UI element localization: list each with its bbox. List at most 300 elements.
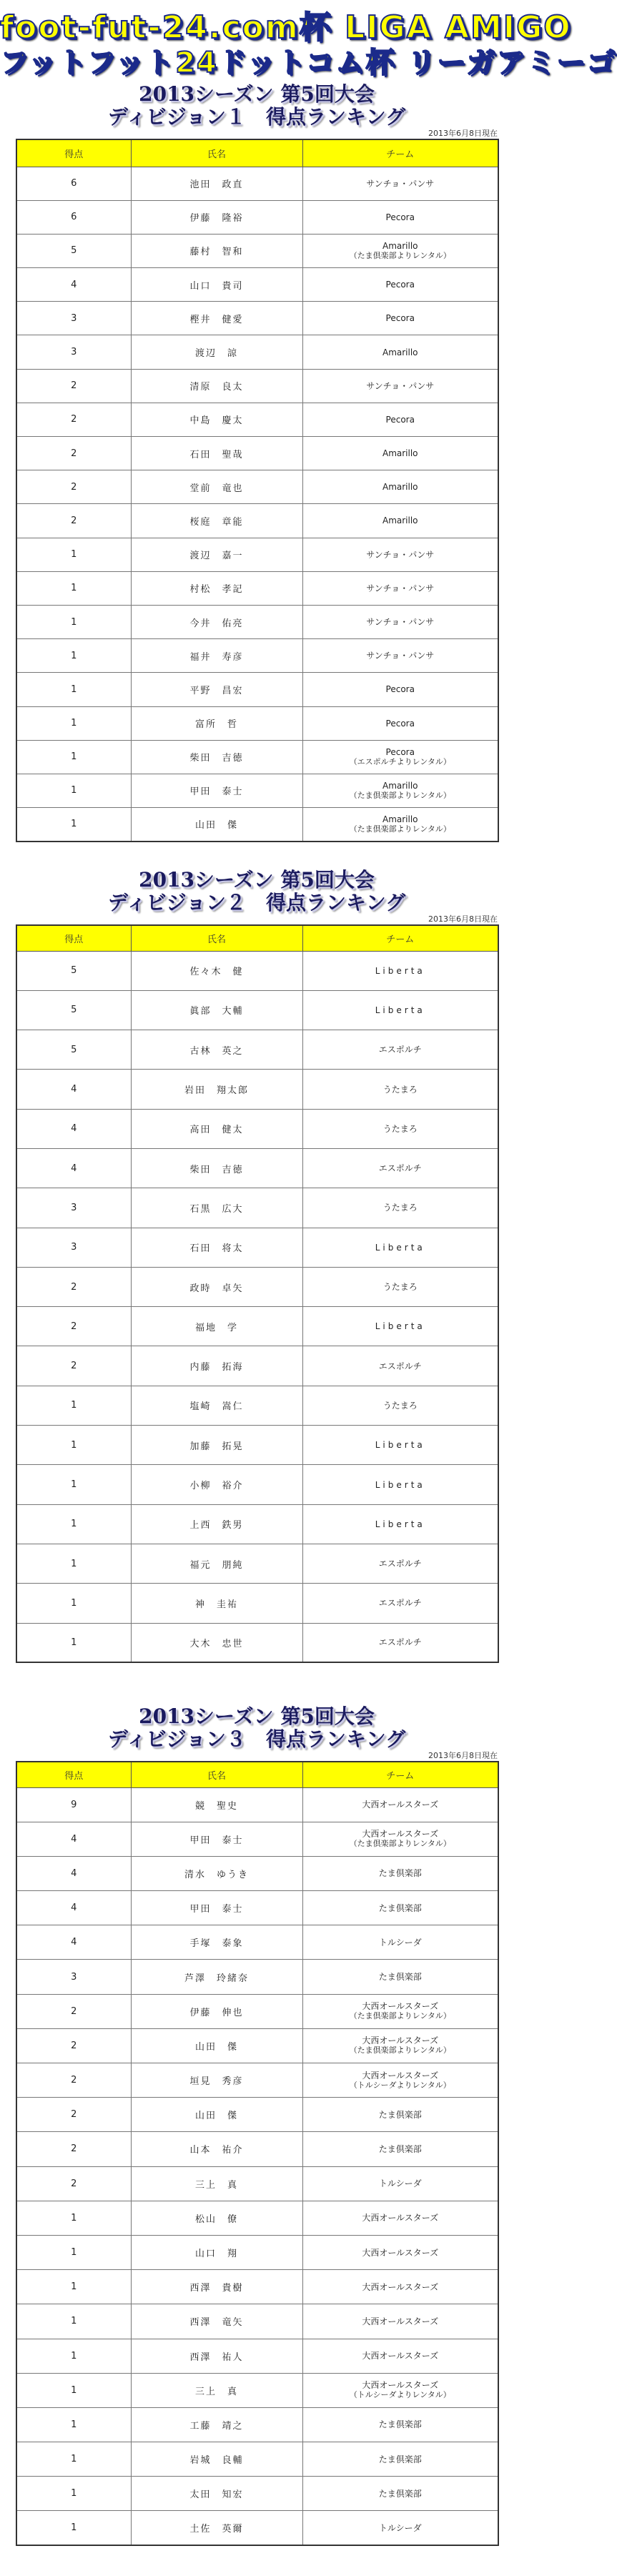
goals-cell: 1	[16, 605, 131, 638]
team-name: うたまろ	[382, 1084, 418, 1095]
table-row	[16, 951, 498, 990]
team-name: Amarillo	[382, 448, 418, 459]
goals-cell: 1	[16, 1623, 131, 1662]
goals-cell: 2	[16, 504, 131, 538]
team-name: サンチョ・パンサ	[366, 178, 435, 189]
team-loan-note: （たま倶楽部よりレンタル）	[349, 2045, 451, 2056]
team-cell	[302, 2373, 498, 2407]
team-name: Pecora	[385, 212, 415, 222]
table-row	[16, 990, 498, 1030]
team-name: エスポルチ	[378, 1361, 422, 1371]
team-loan-note: （トルシーダよりレンタル）	[349, 2080, 451, 2090]
table-row	[16, 1856, 498, 1890]
player-name-cell: 石田 将太	[131, 1228, 302, 1267]
player-name-cell: 内藤 拓海	[131, 1346, 302, 1386]
team-cell	[302, 2028, 498, 2063]
player-name-cell: 桜庭 章能	[131, 504, 302, 538]
division-title-line2: ディビジョン２ 得点ランキング	[107, 891, 406, 914]
team-cell	[302, 1109, 498, 1148]
team-cell	[302, 990, 498, 1030]
goals-cell: 3	[16, 302, 131, 335]
player-name-cell: 三上 真	[131, 2373, 302, 2407]
table-header-row	[16, 1762, 498, 1787]
team-cell	[302, 1584, 498, 1623]
team-name: Pecora	[385, 414, 415, 425]
table-row	[16, 2063, 498, 2098]
table-row	[16, 1544, 498, 1583]
table-row	[16, 2132, 498, 2166]
goals-cell: 4	[16, 268, 131, 302]
team-name: 大西オールスターズ	[362, 1829, 439, 1840]
table-row	[16, 268, 498, 302]
goals-cell: 4	[16, 1822, 131, 1856]
team-cell	[302, 1030, 498, 1070]
goals-cell: 1	[16, 2477, 131, 2511]
table-row	[16, 2028, 498, 2063]
table-header-row	[16, 925, 498, 951]
player-name-cell: 西澤 貴樹	[131, 2270, 302, 2304]
header-name: 氏名	[131, 139, 302, 167]
team-cell	[302, 808, 498, 842]
team-cell	[302, 1504, 498, 1544]
team-name: Pecora	[385, 746, 415, 757]
player-name-cell: 石黒 広大	[131, 1188, 302, 1228]
goals-cell: 1	[16, 808, 131, 842]
team-cell	[302, 740, 498, 774]
goals-cell: 2	[16, 470, 131, 504]
player-name-cell: 福井 寿彦	[131, 639, 302, 673]
team-name: エスポルチ	[378, 1637, 422, 1648]
team-cell	[302, 167, 498, 200]
team-cell	[302, 268, 498, 302]
team-cell	[302, 2511, 498, 2545]
player-name-cell: 岩田 翔太郎	[131, 1070, 302, 1109]
goals-cell: 1	[16, 2201, 131, 2235]
table-row	[16, 335, 498, 369]
player-name-cell: 佐々木 健	[131, 951, 302, 990]
team-name: Pecora	[385, 313, 415, 324]
team-name: 大西オールスターズ	[362, 2001, 439, 2012]
division-3-section	[16, 1705, 498, 2546]
team-name: うたまろ	[382, 1123, 418, 1134]
team-cell	[302, 951, 498, 990]
table-row	[16, 470, 498, 504]
player-name-cell: 伊藤 伸也	[131, 1994, 302, 2028]
goals-cell: 3	[16, 1960, 131, 1994]
goals-cell: 1	[16, 2442, 131, 2477]
player-name-cell: 藤村 智和	[131, 234, 302, 267]
team-name: Liberta	[375, 1321, 425, 1332]
player-name-cell: 眞部 大輔	[131, 990, 302, 1030]
table-row	[16, 1822, 498, 1856]
table-row	[16, 1148, 498, 1188]
goals-cell: 2	[16, 1307, 131, 1346]
team-name: うたまろ	[382, 1203, 418, 1213]
goals-cell: 3	[16, 335, 131, 369]
table-row	[16, 1623, 498, 1662]
goals-cell: 3	[16, 1228, 131, 1267]
player-name-cell: 政時 卓矢	[131, 1267, 302, 1306]
team-name: 大西オールスターズ	[362, 2247, 439, 2258]
table-row	[16, 1584, 498, 1623]
team-name: 大西オールスターズ	[362, 2380, 439, 2391]
team-cell	[302, 437, 498, 470]
team-name: 大西オールスターズ	[362, 2281, 439, 2292]
goals-cell: 2	[16, 2063, 131, 2098]
table-row	[16, 1994, 498, 2028]
team-cell	[302, 1994, 498, 2028]
team-cell	[302, 2132, 498, 2166]
table-row	[16, 1307, 498, 1346]
team-loan-note: （たま倶楽部よりレンタル）	[349, 790, 451, 800]
goals-cell: 5	[16, 234, 131, 267]
table-row	[16, 706, 498, 740]
banner-title-line1: foot-fut-24.com杯 LIGA AMIGO	[0, 9, 572, 46]
player-name-cell: 山田 傑	[131, 2098, 302, 2132]
table-row	[16, 1960, 498, 1994]
team-name: たま倶楽部	[378, 1972, 422, 1983]
team-name: たま倶楽部	[378, 2109, 422, 2120]
table-row	[16, 1504, 498, 1544]
player-name-cell: 福元 朋純	[131, 1544, 302, 1583]
team-name: 大西オールスターズ	[362, 2316, 439, 2326]
team-cell	[302, 1787, 498, 1822]
team-name: Liberta	[375, 1440, 425, 1451]
as-of-date: 2013年6月8日現在	[428, 914, 498, 924]
team-loan-note: （たま倶楽部よりレンタル）	[349, 2011, 451, 2021]
team-name: Amarillo	[382, 482, 418, 493]
table-row	[16, 571, 498, 605]
team-name: サンチョ・パンサ	[366, 617, 435, 628]
player-name-cell: 平野 昌宏	[131, 673, 302, 706]
team-cell	[302, 2098, 498, 2132]
player-name-cell: 山田 傑	[131, 2028, 302, 2063]
team-cell	[302, 1346, 498, 1386]
goals-cell: 2	[16, 2132, 131, 2166]
goals-cell: 3	[16, 1188, 131, 1228]
table-row	[16, 1386, 498, 1425]
team-name: トルシーダ	[378, 2178, 422, 2189]
team-cell	[302, 639, 498, 673]
goals-cell: 5	[16, 951, 131, 990]
team-name: Amarillo	[382, 347, 418, 357]
player-name-cell: 中島 慶太	[131, 403, 302, 436]
player-name-cell: 芦澤 玲緒奈	[131, 1960, 302, 1994]
player-name-cell: 高田 健太	[131, 1109, 302, 1148]
header-goals: 得点	[16, 925, 131, 951]
team-name: サンチョ・パンサ	[366, 380, 435, 391]
team-cell	[302, 403, 498, 436]
goals-cell: 2	[16, 2166, 131, 2201]
division-title	[16, 1705, 498, 1751]
table-row	[16, 1030, 498, 1070]
table-row	[16, 2098, 498, 2132]
team-cell	[302, 302, 498, 335]
ranking-table	[16, 139, 499, 842]
table-row	[16, 808, 498, 842]
team-loan-note: （たま倶楽部よりレンタル）	[349, 824, 451, 834]
goals-cell: 2	[16, 403, 131, 436]
division-title-line2: ディビジョン３ 得点ランキング	[107, 1727, 406, 1751]
player-name-cell: 清水 ゆうき	[131, 1856, 302, 1890]
goals-cell: 1	[16, 673, 131, 706]
goals-cell: 1	[16, 1465, 131, 1504]
goals-cell: 1	[16, 774, 131, 807]
player-name-cell: 柴田 吉徳	[131, 740, 302, 774]
team-cell	[302, 706, 498, 740]
header-team: チーム	[302, 925, 498, 951]
team-name: Liberta	[375, 1479, 425, 1490]
table-row	[16, 2442, 498, 2477]
goals-cell: 1	[16, 740, 131, 774]
player-name-cell: 山口 翔	[131, 2235, 302, 2269]
team-name: Amarillo	[382, 814, 418, 824]
as-of-date: 2013年6月8日現在	[428, 129, 498, 138]
header-goals: 得点	[16, 139, 131, 167]
team-cell	[302, 571, 498, 605]
team-name: サンチョ・パンサ	[366, 651, 435, 661]
player-name-cell: 太田 知宏	[131, 2477, 302, 2511]
player-name-cell: 堂前 竜也	[131, 470, 302, 504]
table-row	[16, 504, 498, 538]
division-1-section	[16, 83, 498, 842]
goals-cell: 2	[16, 2028, 131, 2063]
player-name-cell: 競 聖史	[131, 1787, 302, 1822]
goals-cell: 1	[16, 1504, 131, 1544]
goals-cell: 2	[16, 369, 131, 403]
team-name: 大西オールスターズ	[362, 1800, 439, 1810]
goals-cell: 2	[16, 1346, 131, 1386]
goals-cell: 4	[16, 1109, 131, 1148]
table-row	[16, 234, 498, 267]
table-row	[16, 1426, 498, 1465]
table-row	[16, 1228, 498, 1267]
team-name: Liberta	[375, 1005, 425, 1015]
player-name-cell: 加藤 拓晃	[131, 1426, 302, 1465]
table-row	[16, 1267, 498, 1306]
player-name-cell: 樫井 健愛	[131, 302, 302, 335]
team-name: エスポルチ	[378, 1163, 422, 1174]
header-name: 氏名	[131, 1762, 302, 1787]
player-name-cell: 土佐 英爾	[131, 2511, 302, 2545]
team-cell	[302, 1925, 498, 1960]
team-name: たま倶楽部	[378, 2488, 422, 2499]
team-name: たま倶楽部	[378, 1903, 422, 1913]
team-name: トルシーダ	[378, 1937, 422, 1948]
table-row	[16, 2235, 498, 2269]
goals-cell: 4	[16, 1070, 131, 1109]
table-row	[16, 1346, 498, 1386]
team-cell	[302, 1307, 498, 1346]
team-cell	[302, 2166, 498, 2201]
table-row	[16, 1891, 498, 1925]
goals-cell: 2	[16, 2098, 131, 2132]
team-cell	[302, 1267, 498, 1306]
team-cell	[302, 2304, 498, 2339]
player-name-cell: 山田 傑	[131, 808, 302, 842]
player-name-cell: 甲田 泰士	[131, 1891, 302, 1925]
player-name-cell: 甲田 泰士	[131, 1822, 302, 1856]
team-name: うたまろ	[382, 1400, 418, 1411]
table-row	[16, 639, 498, 673]
goals-cell: 1	[16, 2511, 131, 2545]
team-cell	[302, 2201, 498, 2235]
team-loan-note: （トルシーダよりレンタル）	[349, 2390, 451, 2400]
team-cell	[302, 2235, 498, 2269]
team-cell	[302, 2063, 498, 2098]
goals-cell: 6	[16, 167, 131, 200]
team-cell	[302, 1228, 498, 1267]
goals-cell: 2	[16, 1994, 131, 2028]
team-cell	[302, 1623, 498, 1662]
table-row	[16, 1925, 498, 1960]
team-name: サンチョ・パンサ	[366, 549, 435, 560]
table-row	[16, 538, 498, 571]
table-row	[16, 167, 498, 200]
table-row	[16, 605, 498, 638]
team-name: トルシーダ	[378, 2522, 422, 2533]
ranking-table	[16, 924, 499, 1663]
division-title	[16, 83, 498, 129]
table-row	[16, 1787, 498, 1822]
goals-cell: 1	[16, 2235, 131, 2269]
team-cell	[302, 2407, 498, 2442]
goals-cell: 4	[16, 1925, 131, 1960]
table-row	[16, 200, 498, 234]
table-row	[16, 1070, 498, 1109]
team-cell	[302, 2339, 498, 2373]
division-title-line1: 2013シーズン 第5回大会	[139, 1704, 375, 1728]
division-title-line2: ディビジョン１ 得点ランキング	[107, 105, 406, 129]
goals-cell: 4	[16, 1891, 131, 1925]
team-cell	[302, 2477, 498, 2511]
goals-cell: 9	[16, 1787, 131, 1822]
player-name-cell: 塩崎 嵩仁	[131, 1386, 302, 1425]
player-name-cell: 古林 英之	[131, 1030, 302, 1070]
team-name: たま倶楽部	[378, 2419, 422, 2430]
table-row	[16, 1465, 498, 1504]
goals-cell: 6	[16, 200, 131, 234]
team-cell	[302, 2442, 498, 2477]
player-name-cell: 西澤 祐人	[131, 2339, 302, 2373]
team-name: Liberta	[375, 1242, 425, 1253]
team-name: Pecora	[385, 280, 415, 290]
team-name: Amarillo	[382, 515, 418, 526]
team-name: エスポルチ	[378, 1045, 422, 1055]
team-name: 大西オールスターズ	[362, 2070, 439, 2081]
team-name: Amarillo	[382, 780, 418, 791]
player-name-cell: 富所 哲	[131, 706, 302, 740]
team-name: エスポルチ	[378, 1559, 422, 1569]
team-name: たま倶楽部	[378, 1868, 422, 1879]
team-name: Pecora	[385, 718, 415, 729]
player-name-cell: 山口 貴司	[131, 268, 302, 302]
team-cell	[302, 200, 498, 234]
goals-cell: 1	[16, 1426, 131, 1465]
team-name: Amarillo	[382, 240, 418, 251]
as-of-date: 2013年6月8日現在	[428, 1751, 498, 1760]
team-loan-note: （たま倶楽部よりレンタル）	[349, 250, 451, 260]
player-name-cell: 山本 祐介	[131, 2132, 302, 2166]
team-cell	[302, 1960, 498, 1994]
team-name: エスポルチ	[378, 1598, 422, 1609]
team-cell	[302, 605, 498, 638]
header-name: 氏名	[131, 925, 302, 951]
header-team: チーム	[302, 1762, 498, 1787]
goals-cell: 1	[16, 2373, 131, 2407]
player-name-cell: 工藤 靖之	[131, 2407, 302, 2442]
division-title	[16, 869, 498, 914]
team-name: 大西オールスターズ	[362, 2351, 439, 2362]
team-cell	[302, 369, 498, 403]
team-cell	[302, 1426, 498, 1465]
goals-cell: 4	[16, 1148, 131, 1188]
table-row	[16, 740, 498, 774]
header-team: チーム	[302, 139, 498, 167]
ranking-table	[16, 1761, 499, 2546]
table-row	[16, 2477, 498, 2511]
player-name-cell: 上西 鉄男	[131, 1504, 302, 1544]
team-loan-note: （たま倶楽部よりレンタル）	[349, 1839, 451, 1849]
player-name-cell: 松山 僚	[131, 2201, 302, 2235]
player-name-cell: 今井 佑亮	[131, 605, 302, 638]
table-header-row	[16, 139, 498, 167]
table-row	[16, 369, 498, 403]
table-row	[16, 673, 498, 706]
team-name: うたまろ	[382, 1282, 418, 1293]
team-cell	[302, 1544, 498, 1583]
player-name-cell: 石田 聖哉	[131, 437, 302, 470]
player-name-cell: 手塚 泰象	[131, 1925, 302, 1960]
table-row	[16, 2166, 498, 2201]
player-name-cell: 村松 孝記	[131, 571, 302, 605]
table-row	[16, 1188, 498, 1228]
team-cell	[302, 673, 498, 706]
table-row	[16, 2201, 498, 2235]
division-title-line1: 2013シーズン 第5回大会	[139, 82, 375, 106]
team-cell	[302, 1891, 498, 1925]
table-row	[16, 2373, 498, 2407]
division-title-line1: 2013シーズン 第5回大会	[139, 868, 375, 892]
team-cell	[302, 1465, 498, 1504]
table-row	[16, 2339, 498, 2373]
table-row	[16, 2407, 498, 2442]
goals-cell: 1	[16, 2339, 131, 2373]
team-cell	[302, 470, 498, 504]
goals-cell: 5	[16, 990, 131, 1030]
team-cell	[302, 538, 498, 571]
player-name-cell: 垣見 秀彦	[131, 2063, 302, 2098]
team-name: Pecora	[385, 684, 415, 695]
team-name: たま倶楽部	[378, 2454, 422, 2464]
player-name-cell: 大木 忠世	[131, 1623, 302, 1662]
team-cell	[302, 774, 498, 807]
goals-cell: 1	[16, 1584, 131, 1623]
team-cell	[302, 1856, 498, 1890]
player-name-cell: 西澤 竜矢	[131, 2304, 302, 2339]
division-2-section	[16, 869, 498, 1663]
team-cell	[302, 335, 498, 369]
player-name-cell: 岩城 良輔	[131, 2442, 302, 2477]
team-name: Liberta	[375, 1519, 425, 1529]
table-row	[16, 774, 498, 807]
goals-cell: 1	[16, 571, 131, 605]
team-loan-note: （エスポルチよりレンタル）	[349, 756, 451, 766]
team-cell	[302, 504, 498, 538]
team-cell	[302, 234, 498, 267]
player-name-cell: 池田 政直	[131, 167, 302, 200]
team-cell	[302, 1148, 498, 1188]
